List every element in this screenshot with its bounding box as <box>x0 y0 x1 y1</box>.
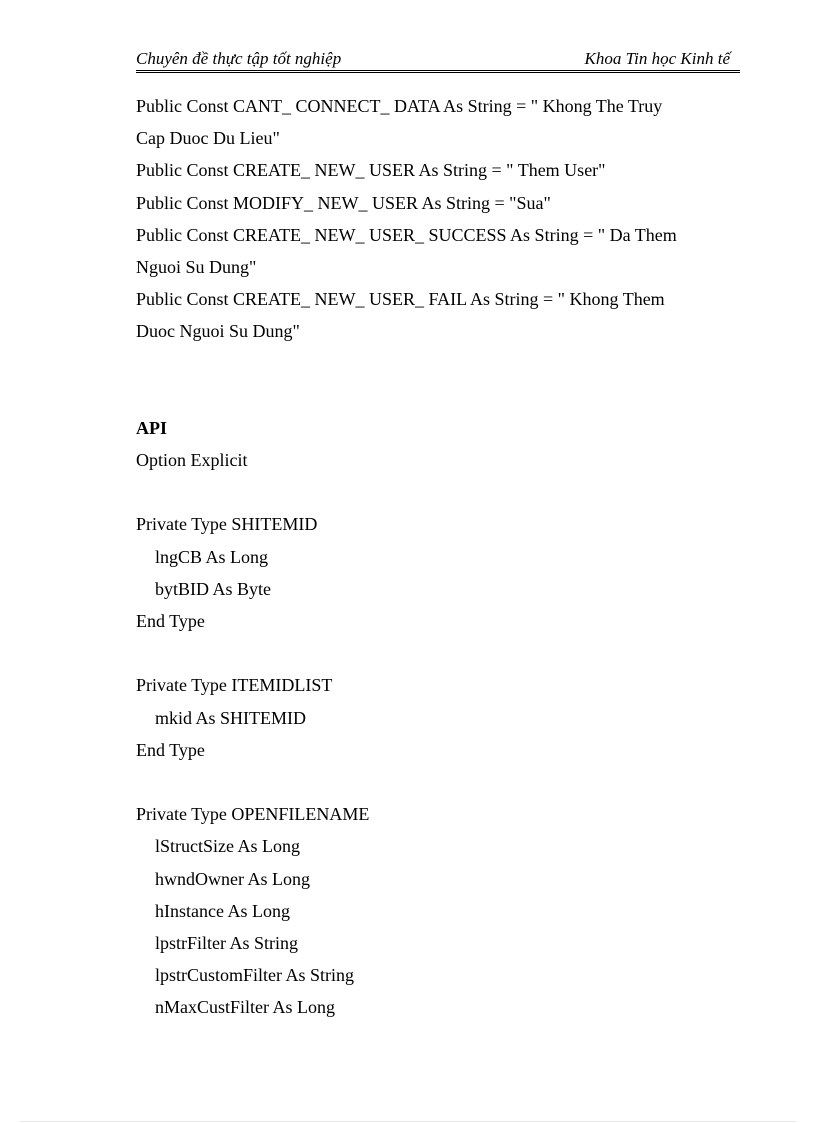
code-line: Public Const MODIFY_ NEW_ USER As String = "Sua" <box>136 192 551 213</box>
code-line: Option Explicit <box>136 450 248 471</box>
code-line: lStructSize As Long <box>155 836 300 857</box>
blank-line <box>136 348 736 380</box>
section-heading: API <box>136 417 167 438</box>
blank-line <box>136 637 736 669</box>
code-line: lpstrCustomFilter As String <box>155 965 355 986</box>
code-line: lngCB As Long <box>155 546 269 567</box>
code-line: Public Const CREATE_ NEW_ USER_ FAIL As String = " Khong Them <box>136 289 665 310</box>
code-line: Duoc Nguoi Su Dung" <box>136 321 300 342</box>
code-line: hInstance As Long <box>155 900 290 921</box>
code-line: nMaxCustFilter As Long <box>155 997 336 1018</box>
code-line: Private Type OPENFILENAME <box>136 804 370 825</box>
blank-line <box>136 476 736 508</box>
code-line: mkid As SHITEMID <box>155 707 307 728</box>
code-line: Private Type SHITEMID <box>136 514 318 535</box>
page-header <box>136 48 740 73</box>
code-line: lpstrFilter As String <box>155 932 299 953</box>
code-line: Nguoi Su Dung" <box>136 256 257 277</box>
header-right-title: Khoa Tin học Kinh tế <box>584 49 730 68</box>
code-line: Cap Duoc Du Lieu" <box>136 128 280 149</box>
header-left-title: Chuyên đề thực tập tốt nghiệp <box>136 49 342 68</box>
document-body <box>136 90 736 1023</box>
code-line: Public Const CANT_ CONNECT_ DATA As String = " Khong The Truy <box>136 96 663 116</box>
code-line: End Type <box>136 739 205 760</box>
code-line: Public Const CREATE_ NEW_ USER_ SUCCESS As String = " Da Them <box>136 224 677 245</box>
code-line: Public Const CREATE_ NEW_ USER As String = " Them User" <box>136 160 606 181</box>
code-line: End Type <box>136 611 205 631</box>
code-line: Private Type ITEMIDLIST <box>136 675 333 696</box>
code-line: bytBID As Byte <box>155 578 272 599</box>
blank-line <box>136 380 736 412</box>
blank-line <box>136 766 736 798</box>
page-bottom-edge <box>20 1121 796 1122</box>
code-line: hwndOwner As Long <box>155 868 310 889</box>
